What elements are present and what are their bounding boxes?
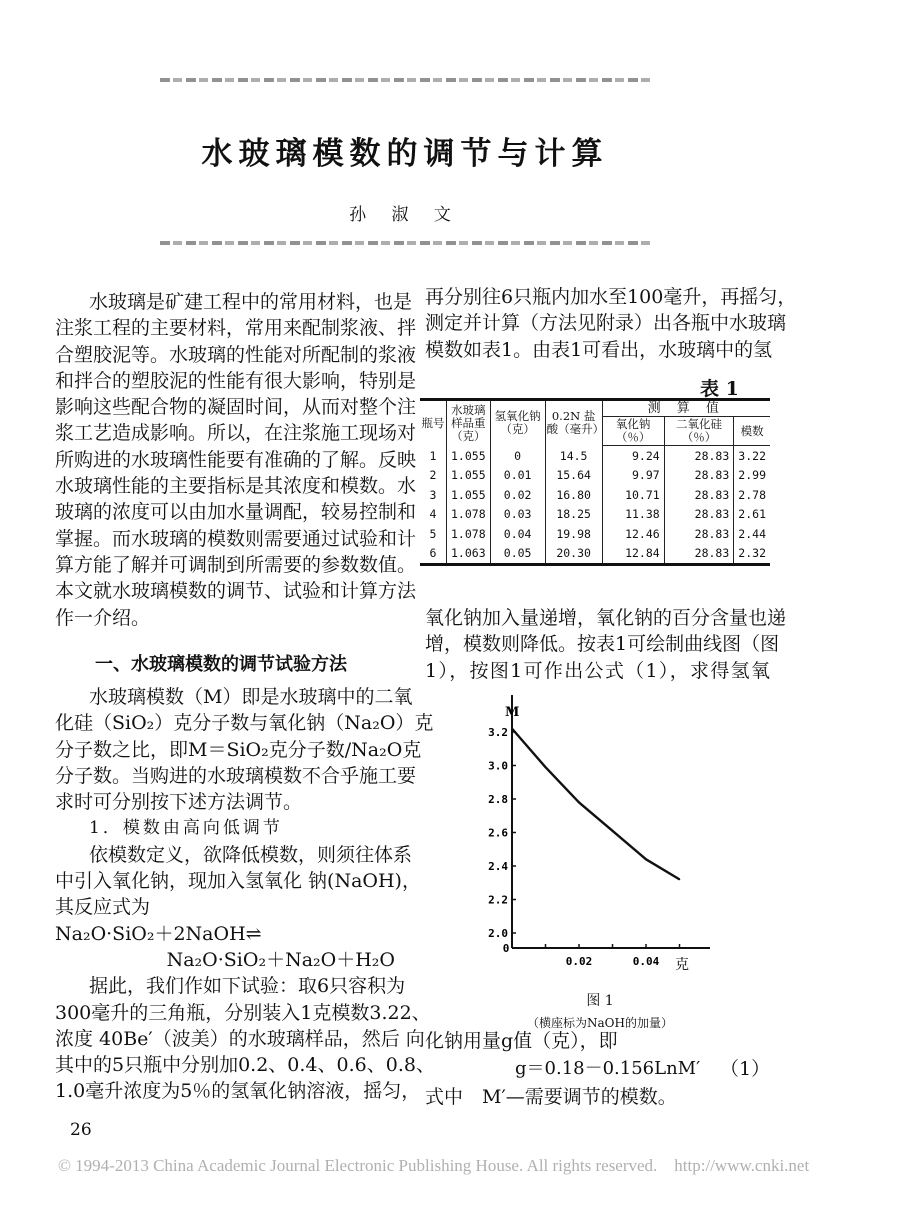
text-line: 再分别往6只瓶内加水至100毫升，再摇匀，	[425, 286, 797, 308]
cell: 2.44	[734, 524, 770, 544]
article-title: 水玻璃模数的调节与计算	[201, 136, 609, 172]
intro-paragraph	[55, 289, 417, 631]
text-line: 本文就水玻璃模数的调节、试验和计算方法	[55, 580, 417, 603]
data-point	[679, 879, 681, 881]
data-point	[645, 859, 647, 861]
text-line: 模数如表1。由表1可看出，水玻璃中的氢	[425, 338, 773, 361]
cell: 3	[429, 487, 437, 502]
text-line: 1），按图1可作出公式（1），求得氢氧	[425, 659, 770, 682]
col-header-naoh: 氢氧化钠（克）	[490, 400, 545, 446]
series-line-M	[512, 729, 680, 880]
text-line: 求时可分别按下述方法调节。	[55, 791, 303, 814]
cell: 2.78	[734, 485, 770, 505]
cell: 28.83	[664, 544, 734, 565]
cell: 5	[429, 526, 437, 541]
cell: 11.38	[602, 505, 664, 525]
y-tick-label: 2.6	[488, 826, 508, 840]
text-line: 中引入氧化钠，现加入氢氧化 钠(NaOH)，	[55, 870, 421, 893]
cell: 9.97	[602, 466, 664, 486]
figure-title: 图 1	[586, 993, 614, 1009]
cell: 9.24	[602, 446, 664, 466]
y-tick-label: 3.0	[488, 759, 508, 773]
y-tick-label: 2.4	[488, 860, 508, 873]
figure-1-chart	[470, 690, 740, 990]
data-point	[612, 830, 614, 832]
cell: 2.61	[734, 505, 770, 525]
copyright-footer: © 1994-2013 China Academic Journal Electronic Publishing House. All rights reserved. http://www.cnki.net	[58, 1156, 810, 1175]
cell: 1.078	[447, 524, 491, 544]
col-header-hcl: 0.2N 盐 酸（毫升）	[545, 400, 602, 446]
text-line: 作一介绍。	[55, 606, 151, 629]
x-tick-label: 0.04	[632, 955, 660, 968]
col-header-sample: 水玻璃样品重（克）	[447, 400, 491, 446]
cell: 28.83	[664, 524, 734, 544]
text-line: 测定并计算（方法见附录）出各瓶中水玻璃	[425, 312, 787, 335]
text-line: 水玻璃模数（M）即是水玻璃中的二氧	[89, 686, 413, 708]
y-tick-label: 2.2	[488, 893, 508, 907]
table-row	[420, 446, 770, 466]
text-line: 影响这些配合物的凝固时间，从而对整个注	[55, 396, 417, 419]
cell: 0.04	[490, 524, 545, 544]
table-row	[420, 505, 770, 525]
cell: 1	[429, 448, 437, 463]
cell: 12.46	[602, 524, 664, 544]
reaction-equation-rhs: Na₂O·SiO₂＋Na₂O＋H₂O	[166, 948, 395, 971]
cell: 3.22	[734, 446, 770, 466]
col-header-bottle: 瓶号	[421, 415, 445, 430]
cell: 0.03	[490, 505, 545, 525]
cell: 2.99	[734, 466, 770, 486]
text-line: 分子数。当购进的水玻璃模数不合乎施工要	[55, 764, 417, 787]
text-line: 300毫升的三角瓶，分别装入1克模数3.22、	[55, 1001, 431, 1024]
cell: 15.64	[545, 466, 602, 486]
cell: 0.02	[490, 485, 545, 505]
right-paragraph-3	[425, 1027, 770, 1111]
col-header-measured: 测 算 值	[602, 400, 770, 417]
cell: 0.01	[490, 466, 545, 486]
decorative-rule-bottom	[160, 241, 650, 245]
cell: 0	[490, 446, 545, 466]
cell: 28.83	[664, 485, 734, 505]
cell: 1.063	[447, 544, 491, 565]
cell: 10.71	[602, 485, 664, 505]
text-line: 掌握。而水玻璃的模数则需要通过试验和计	[55, 527, 417, 550]
cell: 2.32	[734, 544, 770, 565]
text-line: 浆工艺造成影响。所以，在注浆施工现场对	[55, 422, 417, 445]
text-line: 1.0毫升浓度为5％的氢氧化钠溶液，摇匀，	[55, 1080, 421, 1103]
table-row	[420, 544, 770, 565]
page-number: 26	[70, 1120, 92, 1140]
decorative-rule-top	[160, 78, 650, 82]
text-line: 据此，我们作如下试验：取6只容积为	[89, 975, 406, 998]
right-paragraph-2	[425, 605, 787, 684]
cell: 1.078	[447, 505, 491, 525]
cell: 14.5	[545, 446, 602, 466]
col-header-modulus: 模数	[734, 417, 770, 446]
table-row	[420, 466, 770, 486]
cell: 18.25	[545, 505, 602, 525]
text-line: 依模数定义，欲降低模数，则须往体系	[89, 843, 413, 866]
table-row	[420, 485, 770, 505]
cell: 1.055	[447, 485, 491, 505]
modulus-table	[420, 398, 770, 566]
cell: 28.83	[664, 446, 734, 466]
section-heading: 一、水玻璃模数的调节试验方法	[95, 654, 347, 675]
data-point	[511, 728, 513, 730]
data-point	[578, 802, 580, 804]
col-header-sio2: 二氧化硅（％）	[664, 417, 734, 446]
data-point	[545, 766, 547, 768]
cell: 6	[429, 546, 437, 561]
text-line: 注浆工程的主要材料，常用来配制浆液、拌	[55, 317, 417, 340]
reaction-equation-lhs: Na₂O·SiO₂＋2NaOH⇌	[55, 922, 262, 945]
y-tick-label: 3.2	[488, 726, 508, 739]
text-line: 式中 M′—需要调节的模数。	[425, 1086, 677, 1108]
text-line: 合塑胶泥等。水玻璃的性能对所配制的浆液	[55, 343, 417, 366]
col-header-na2o: 氧化钠（％）	[602, 417, 664, 446]
cell: 28.83	[664, 466, 734, 486]
cell: 20.30	[545, 544, 602, 565]
formula-line	[425, 1055, 770, 1083]
text-line: 和拌合的塑胶泥的性能有很大影响，特别是	[55, 369, 417, 392]
text-line: 化钠用量g值（克），即	[425, 1030, 618, 1052]
cell: 16.80	[545, 485, 602, 505]
subsection-heading: 1．模数由高向低调节	[89, 818, 283, 839]
y-tick-label: 2.0	[488, 927, 508, 940]
y-axis-label: M	[505, 705, 520, 720]
text-line: 所购进的水玻璃性能要有准确的了解。反映	[55, 448, 417, 471]
x-tick-label: 0	[502, 942, 510, 955]
cell: 2	[429, 468, 437, 483]
y-tick-label: 2.8	[488, 793, 508, 806]
section-body	[55, 684, 435, 1105]
author: 孙 淑 文	[349, 205, 461, 225]
cell: 1.055	[447, 466, 491, 486]
text-line: 玻璃的浓度可以由加水量调配，较易控制和	[55, 501, 417, 524]
cell: 28.83	[664, 505, 734, 525]
text-line: 算方能了解并可调制到所需要的参数数值。	[55, 553, 417, 576]
text-line: 水玻璃性能的主要指标是其浓度和模数。水	[55, 475, 417, 498]
text-line: 其反应式为	[55, 896, 151, 919]
x-axis-label: 克	[675, 957, 689, 973]
table-row	[420, 524, 770, 544]
text-line: 氧化钠加入量递增，氧化钠的百分含量也递	[425, 607, 787, 629]
table-caption: 表 1	[700, 378, 739, 400]
cell: 4	[429, 507, 437, 522]
text-line: 浓度 40Be′（波美）的水玻璃样品，然后 向	[55, 1027, 425, 1050]
text-line: 水玻璃是矿建工程中的常用材料，也是	[89, 291, 413, 313]
text-line: 分子数之比，即M＝SiO₂克分子数/Na₂O克	[55, 738, 422, 761]
text-line: 化硅（SiO₂）克分子数与氧化钠（Na₂O）克	[55, 712, 434, 735]
cell: 0.05	[490, 544, 545, 565]
cell: 19.98	[545, 524, 602, 544]
figure-subtitle: （横座标为NaOH的加量）	[527, 1016, 673, 1030]
text-line: 其中的5只瓶中分别加0.2、0.4、0.6、0.8、	[55, 1054, 435, 1077]
cell: 1.055	[447, 446, 491, 466]
x-tick-label: 0.02	[565, 955, 593, 968]
formula-number: （1）	[720, 1058, 771, 1080]
formula: g＝0.18－0.156LnM′	[515, 1058, 701, 1079]
cell: 12.84	[602, 544, 664, 565]
right-paragraph-1	[425, 284, 797, 363]
text-line: 增，模数则降低。按表1可绘制曲线图（图	[425, 633, 780, 656]
